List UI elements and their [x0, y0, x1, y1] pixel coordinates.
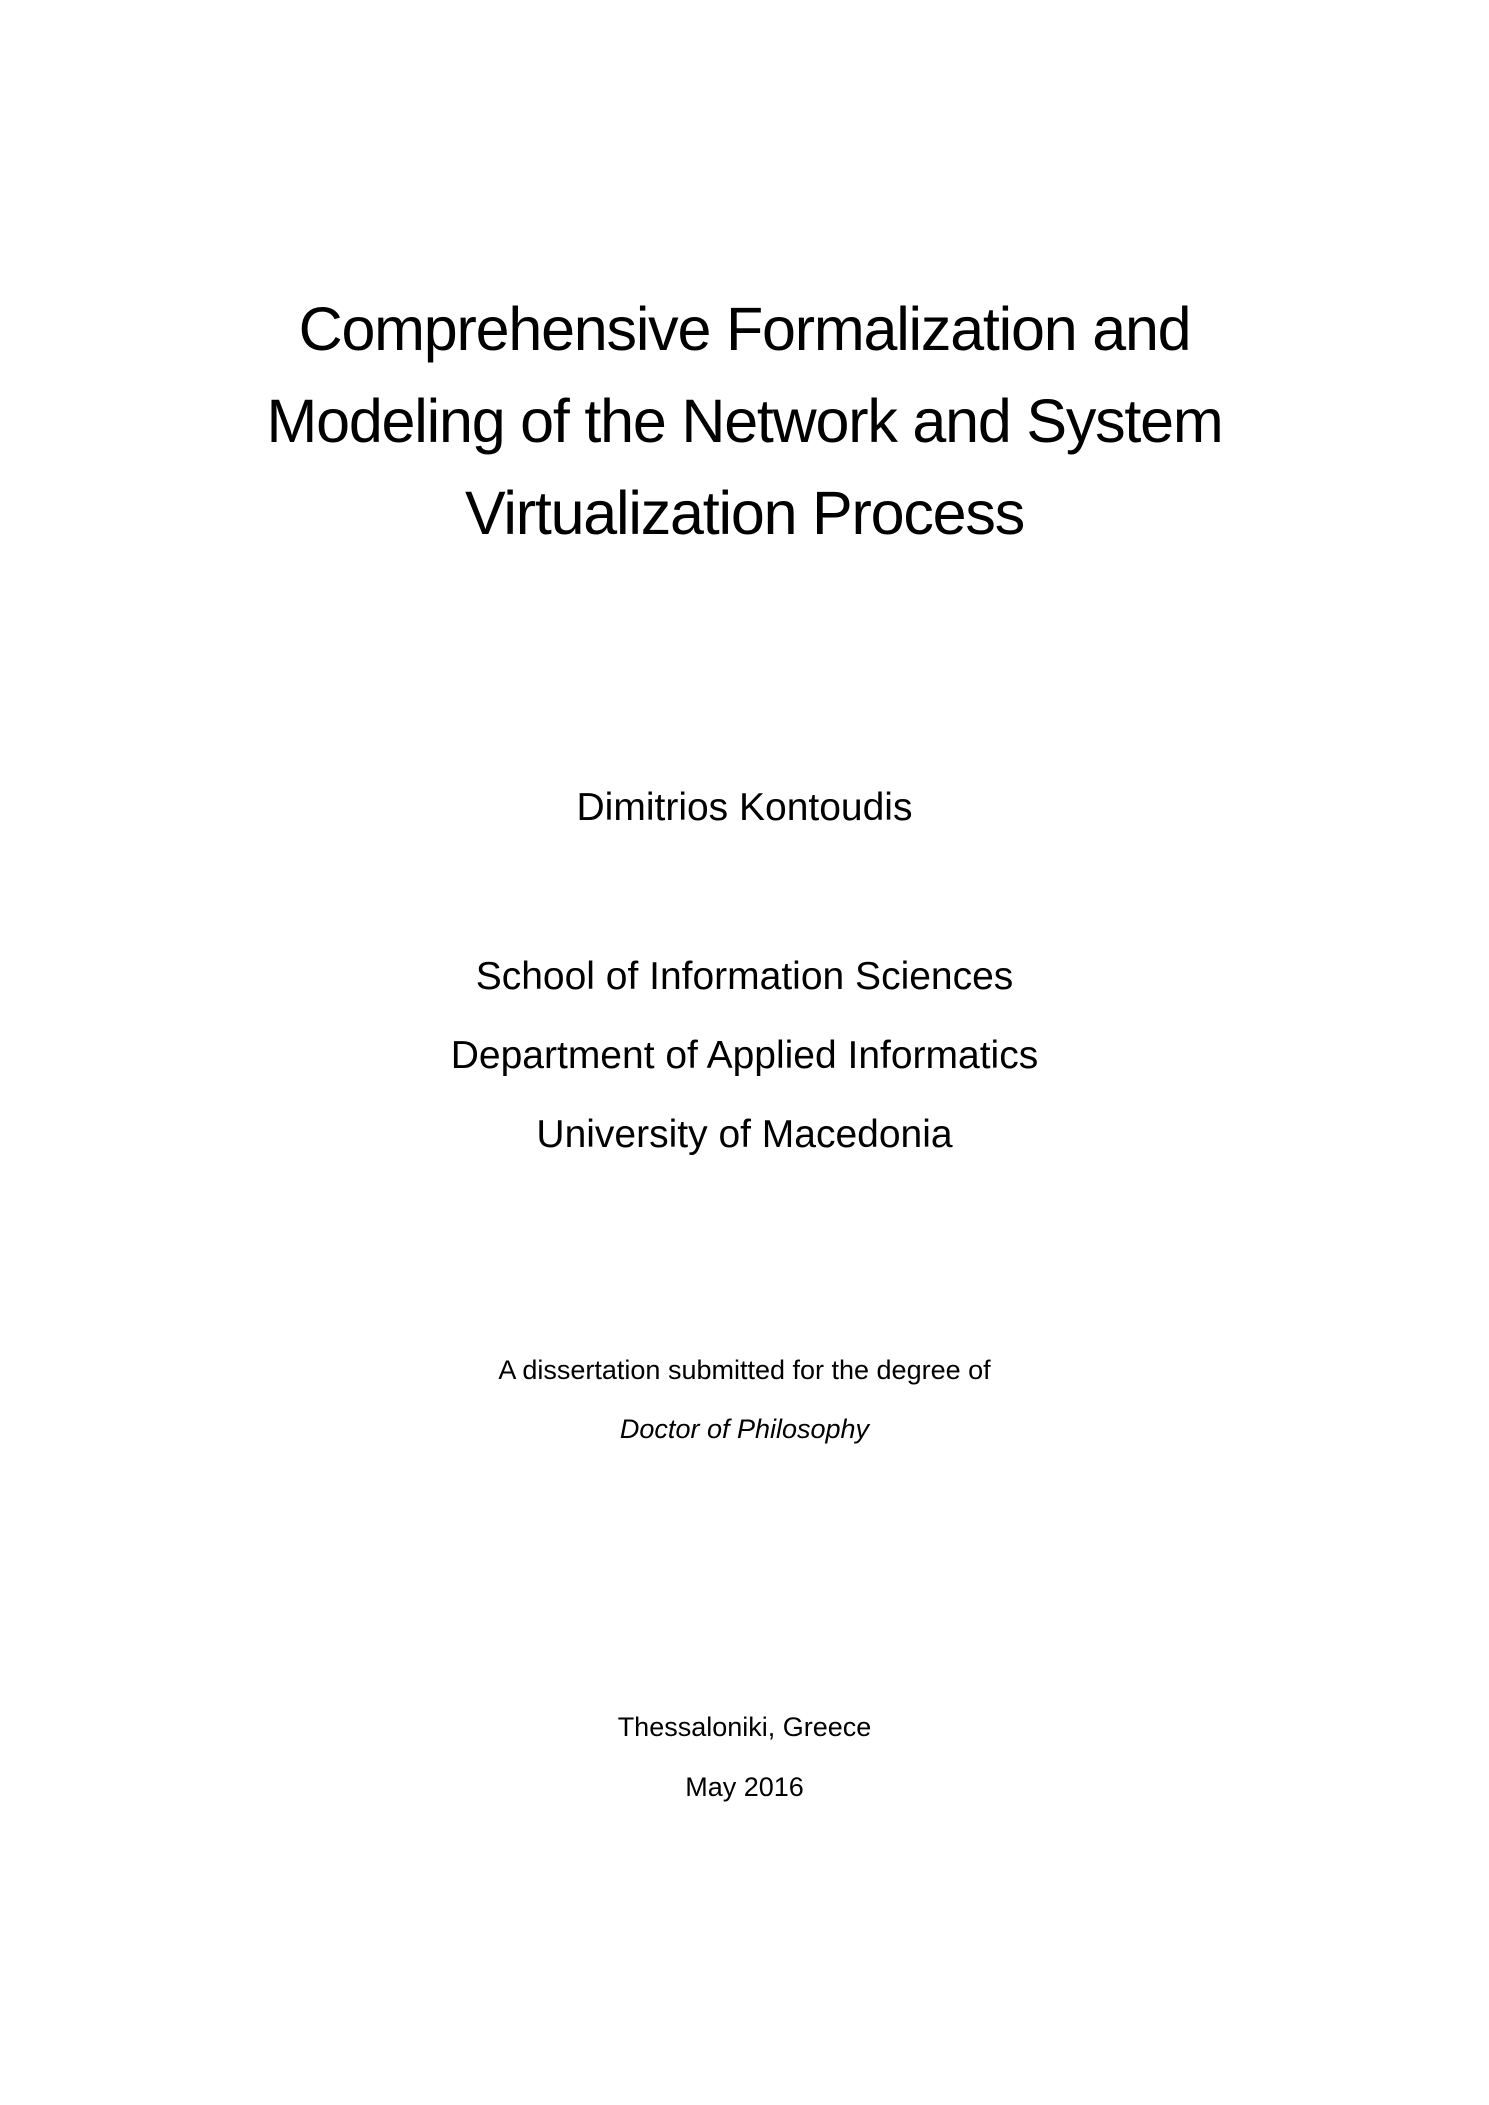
school-name: School of Information Sciences — [475, 955, 1014, 998]
degree-statement: A dissertation submitted for the degree of — [498, 1355, 991, 1385]
university-name: University of Macedonia — [536, 1113, 953, 1156]
author-name: Dimitrios Kontoudis — [576, 786, 913, 829]
degree-name: Doctor of Philosophy — [619, 1414, 870, 1444]
place: Thessaloniki, Greece — [617, 1712, 872, 1742]
department-name: Department of Applied Informatics — [450, 1034, 1039, 1077]
title-line: Comprehensive Formalization and — [298, 295, 1191, 363]
affiliation — [0, 937, 1489, 1174]
title-line: Virtualization Process — [464, 479, 1025, 547]
submission-date: May 2016 — [685, 1772, 804, 1802]
title-line: Modeling of the Network and System — [266, 387, 1223, 455]
dissertation-title — [0, 283, 1489, 559]
